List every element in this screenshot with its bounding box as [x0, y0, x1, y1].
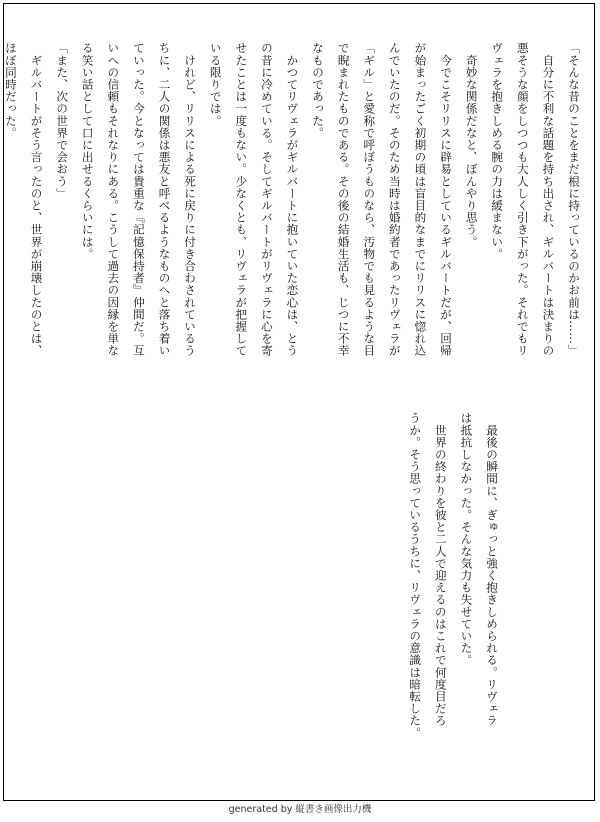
- text-column: 「また、次の世界で会おう」: [55, 42, 70, 200]
- text-column: は抵抗しなかった。そんな気力も失せていた。: [459, 412, 474, 667]
- text-column: が始まったごく初期の頃は盲目的なまでにリリスに惚れ込: [413, 42, 428, 357]
- generator-credit: generated by 縦書き画像出力機: [228, 804, 372, 815]
- text-column: ヴェラを抱きしめる腕の力は緩まない。: [490, 42, 505, 260]
- text-column: けれど、リリスによる死に戻りに付き合わされているう: [183, 42, 198, 357]
- text-column: の昔に冷めている。そしてギルバートがリヴェラに心を寄: [259, 42, 274, 357]
- text-column: ちに、二人の関係は悪友と呼べるようなものへと落ち着い: [157, 42, 172, 357]
- text-column: 自分に不利な話題を持ち出され、ギルバートは決まりの: [541, 42, 556, 357]
- text-column: なものであった。: [311, 42, 326, 139]
- text-column: 悪そうな顔をしつつも大人しく引き下がった。それでもリ: [515, 42, 530, 357]
- text-column: 奇妙な関係だなと、ぼんやり思う。: [464, 42, 479, 248]
- text-column: る笑い話として口に出せるくらいには。: [80, 42, 95, 260]
- upper-text-block: [0, 42, 586, 372]
- text-column: うか。そう思っているうちに、リヴェラの意識は暗転した。: [408, 412, 423, 739]
- text-column: ほぼ同時だった。: [3, 42, 18, 139]
- text-column: いへの信頼もそれなりにある。こうして過去の因縁を単な: [106, 42, 121, 357]
- text-column: ギルバートがそう言ったのと、世界が崩壊したのとは、: [29, 42, 44, 357]
- text-column: 最後の瞬間に、ぎゅっと強く抱きしめられる。リヴェラ: [485, 412, 499, 727]
- text-column: で睨まれたものである。その後の結婚生活も、じつに不幸: [336, 42, 351, 357]
- text-column: 「そんな昔のことをまだ根に持っているのかお前は……」: [567, 42, 581, 357]
- text-column: 「ギル」と愛称で呼ぼうものなら、汚物でも見るような目: [362, 42, 377, 357]
- text-column: かつてリヴェラがギルバートに抱いていた恋心は、とう: [285, 42, 300, 357]
- text-column: 今でこそリリスに辟易としているギルバートだが、回帰: [439, 42, 454, 357]
- lower-text-block: [402, 412, 504, 762]
- text-column: いる限りでは。: [208, 42, 223, 127]
- text-column: んでいたのだ。そのため当時は婚約者であったリヴェラが: [387, 42, 402, 357]
- text-column: 世界の終わりを彼と二人で迎えるのはこれで何度目だろ: [433, 412, 448, 727]
- text-column: ていった。今となっては貴重な『記憶保持者』仲間だ。互: [131, 42, 146, 357]
- text-column: せたことは一度もない。少なくとも、リヴェラが把握して: [234, 42, 249, 357]
